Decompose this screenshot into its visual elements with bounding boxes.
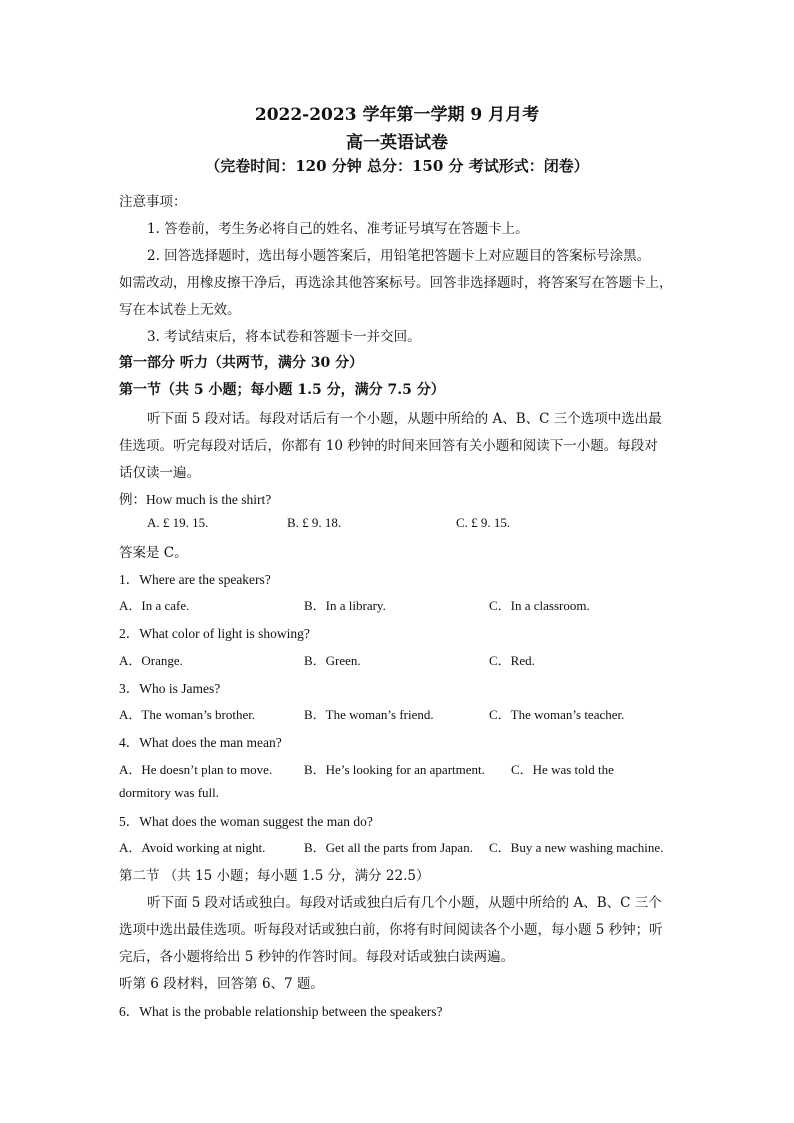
question-2: 2．What color of light is showing? — [119, 626, 310, 641]
question-4: 4．What does the man mean? — [119, 735, 282, 750]
q1-option-a: A．In a cafe. — [119, 598, 190, 613]
q4-option-c: C．He was told the — [511, 762, 614, 777]
section2-heading: 第二节 （共 15 小题；每小题 1.5 分，满分 22.5） — [119, 868, 430, 884]
q2-option-a: A．Orange. — [119, 653, 183, 668]
q2-option-c: C．Red. — [489, 653, 535, 668]
q4-option-b: B．He’s looking for an apartment. — [304, 762, 485, 777]
question-6: 6．What is the probable relationship between the speakers? — [119, 1004, 443, 1019]
q4-option-c-cont: dormitory was full. — [119, 785, 220, 800]
q1-option-c: C．In a classroom. — [489, 598, 590, 613]
example-option-c: C. £ 9. 15. — [456, 515, 511, 530]
question-1: 1．Where are the speakers? — [119, 572, 271, 587]
q1-option-b: B．In a library. — [304, 598, 386, 613]
section1-intro-cont: 佳选项。听完每段对话后，你都有 10 秒钟的时间来回答有关小题和阅读下一小题。每段对 — [119, 438, 658, 454]
note-2: 2. 回答选择题时，选出每小题答案后，用铅笔把答题卡上对应题目的答案标号涂黑。 — [147, 248, 651, 264]
section2-intro: 听下面 5 段对话或独白。每段对话或独白后有几个小题，从题中所给的 A、B、C 三个 — [147, 895, 662, 911]
section2-intro-cont: 选项中选出最佳选项。听每段对话或独白前，你将有时间阅读各个小题，每小题 5 秒钟；听 — [119, 922, 663, 938]
q3-option-b: B．The woman’s friend. — [304, 707, 434, 722]
question-3: 3．Who is James? — [119, 681, 221, 696]
section1-intro: 听下面 5 段对话。每段对话后有一个小题，从题中所给的 A、B、C 三个选项中选出最 — [147, 411, 662, 427]
note-3: 3. 考试结束后，将本试卷和答题卡一并交回。 — [147, 329, 421, 345]
section2-intro-end: 完后，各小题将给出 5 秒钟的作答时间。每段对话或独白读两遍。 — [119, 949, 515, 965]
q5-option-c: C．Buy a new washing machine. — [489, 840, 664, 855]
q5-option-b: B．Get all the parts from Japan. — [304, 840, 473, 855]
exam-info: （完卷时间：120 分钟 总分：150 分 考试形式：闭卷） — [205, 157, 589, 175]
example-answer: 答案是 C。 — [119, 545, 188, 561]
notes-heading: 注意事项： — [119, 194, 187, 210]
question-5: 5．What does the woman suggest the man do? — [119, 814, 373, 829]
q3-option-a: A．The woman’s brother. — [119, 707, 256, 722]
note-1: 1. 答卷前，考生务必将自己的姓名、准考证号填写在答题卡上。 — [147, 221, 529, 237]
example-option-a: A. £ 19. 15. — [147, 515, 209, 530]
note-2-cont: 如需改动，用橡皮擦干净后，再选涂其他答案标号。回答非选择题时，将答案写在答题卡上， — [119, 275, 673, 291]
example-option-b: B. £ 9. 18. — [287, 515, 342, 530]
section1-heading: 第一节（共 5 小题；每小题 1.5 分，满分 7.5 分） — [119, 382, 445, 398]
q4-option-a: A．He doesn’t plan to move. — [119, 762, 273, 777]
material-6-instruction: 听第 6 段材料，回答第 6、7 题。 — [119, 976, 324, 992]
q3-option-c: C．The woman’s teacher. — [489, 707, 625, 722]
section1-intro-end: 话仅读一遍。 — [119, 465, 200, 481]
example-question: 例：How much is the shirt? — [119, 492, 272, 507]
part1-heading: 第一部分 听力（共两节，满分 30 分） — [119, 355, 364, 371]
q2-option-b: B．Green. — [304, 653, 361, 668]
exam-subject: 高一英语试卷 — [346, 133, 448, 153]
q5-option-a: A．Avoid working at night. — [119, 840, 266, 855]
exam-title: 2022-2023 学年第一学期 9 月月考 — [254, 105, 540, 125]
note-2-end: 写在本试卷上无效。 — [119, 302, 241, 318]
